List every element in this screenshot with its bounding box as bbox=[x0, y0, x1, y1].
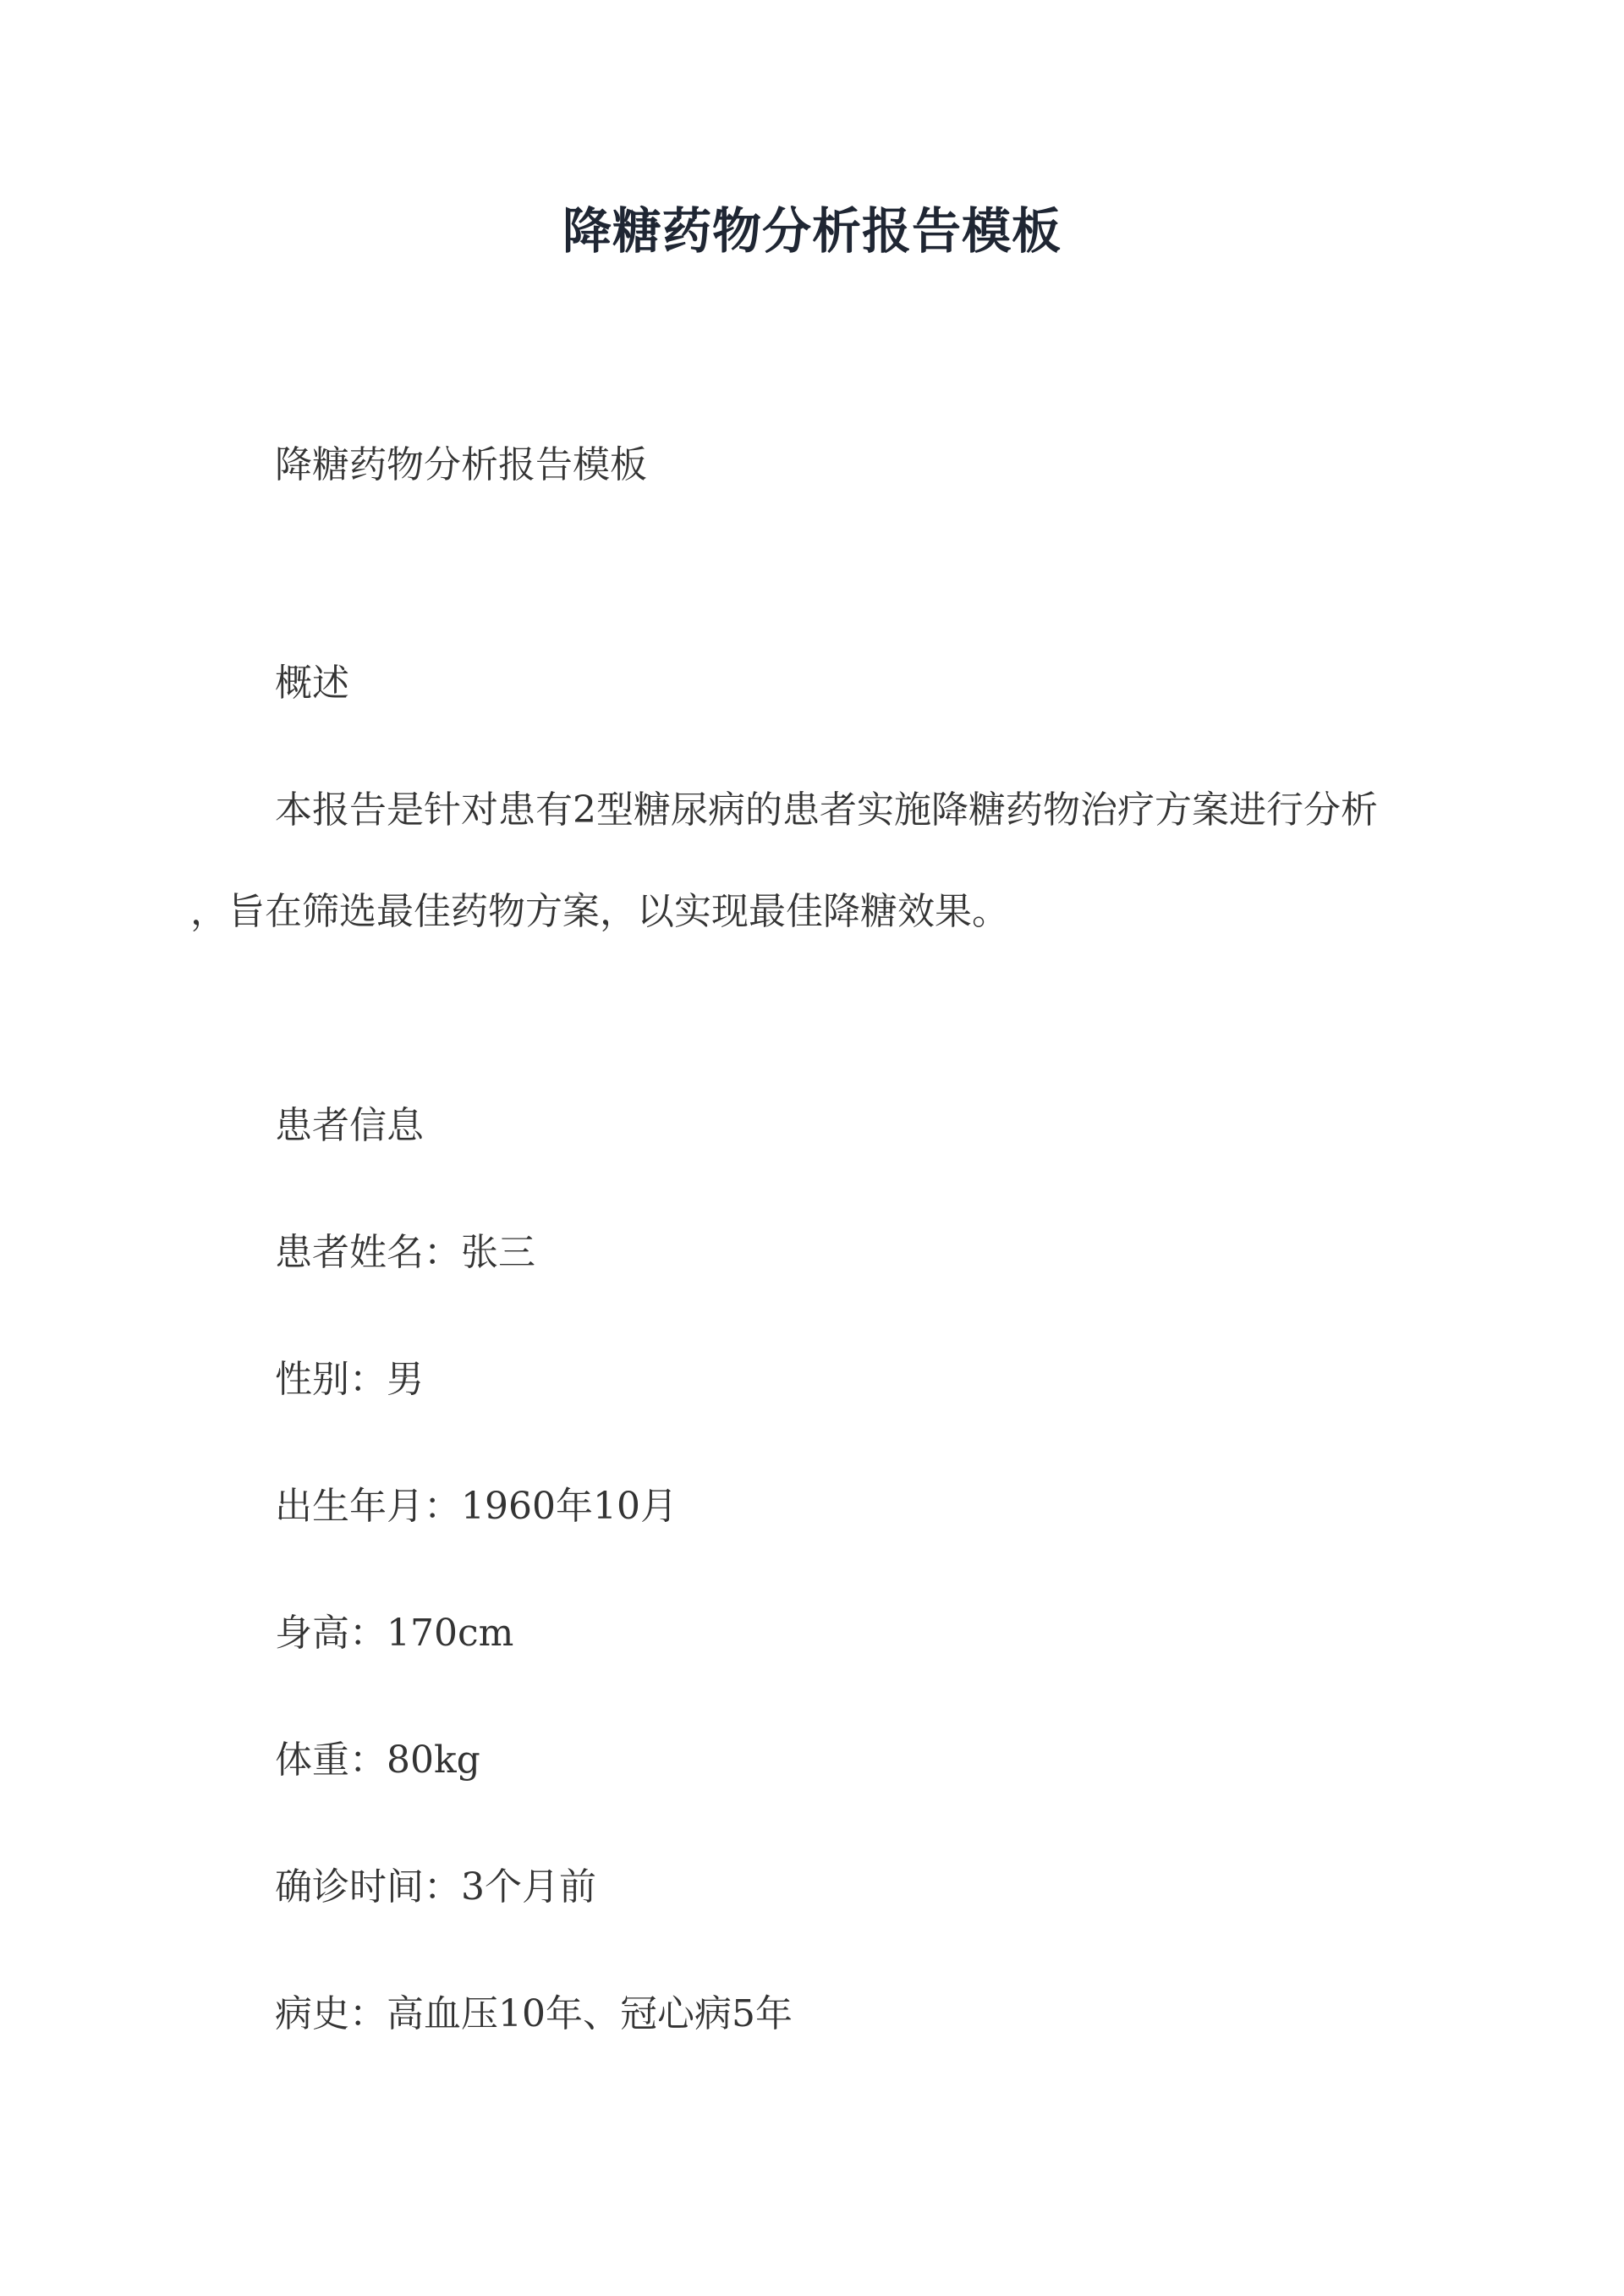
patient-gender-field: 性别：男 bbox=[275, 1358, 424, 1401]
patient-name-field: 患者姓名：张三 bbox=[275, 1231, 535, 1274]
patient-medical-history-field: 病史：高血压10年、冠心病5年 bbox=[275, 1992, 793, 2035]
document-title: 降糖药物分析报告模板 bbox=[562, 202, 1062, 260]
overview-text-line-1: 本报告是针对患有2型糖尿病的患者实施降糖药物治疗方案进行分析 bbox=[275, 788, 1378, 832]
document-subtitle: 降糖药物分析报告模板 bbox=[275, 443, 647, 486]
patient-height-field: 身高：170cm bbox=[275, 1612, 514, 1655]
patient-weight-field: 体重：80kg bbox=[275, 1738, 480, 1782]
patient-info-heading: 患者信息 bbox=[275, 1104, 424, 1147]
overview-heading: 概述 bbox=[275, 662, 349, 705]
patient-diagnosis-time-field: 确诊时间：3个月前 bbox=[275, 1865, 596, 1909]
overview-text-line-2: ，旨在筛选最佳药物方案，以实现最佳降糖效果。 bbox=[190, 890, 1009, 933]
patient-birth-field: 出生年月：1960年10月 bbox=[275, 1485, 678, 1528]
